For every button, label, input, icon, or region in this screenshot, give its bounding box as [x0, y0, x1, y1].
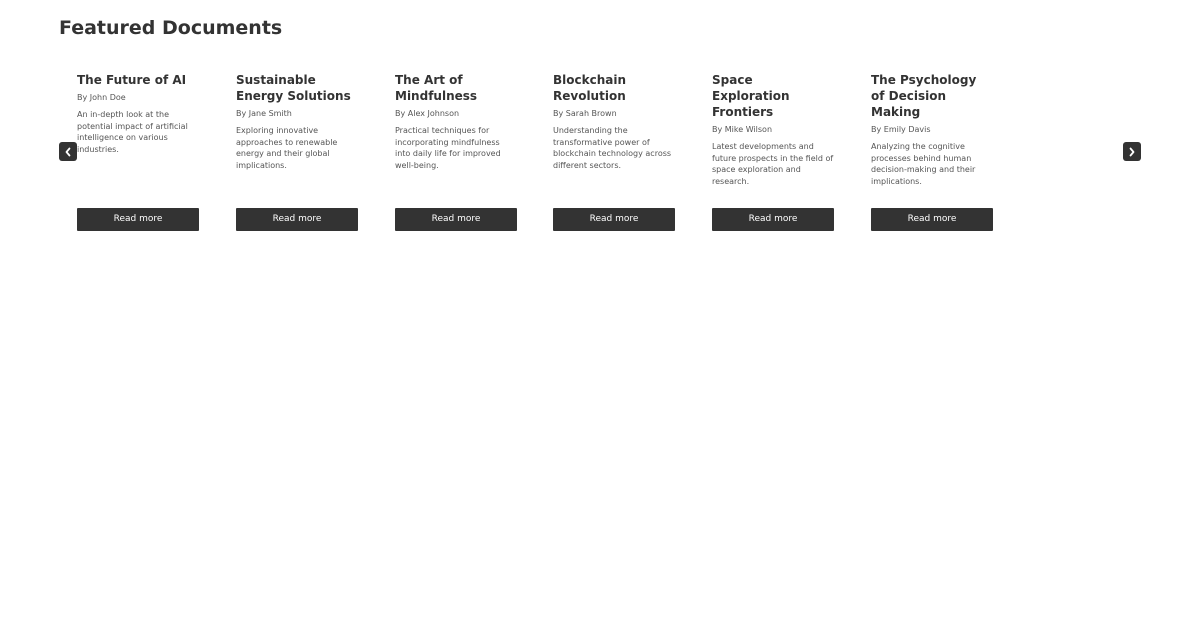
document-author: By Mike Wilson	[712, 125, 773, 134]
document-author: By Alex Johnson	[395, 109, 460, 118]
document-title: The Art of Mindfulness	[395, 73, 478, 103]
read-more-button[interactable]: Read more	[871, 208, 993, 231]
document-author: By Sarah Brown	[553, 109, 617, 118]
document-title: The Future of AI	[77, 73, 187, 87]
carousel-prev-button[interactable]	[59, 142, 77, 161]
read-more-button[interactable]: Read more	[77, 208, 199, 231]
document-author: By Emily Davis	[871, 125, 931, 134]
document-description: Exploring innovative approaches to renewable energy and their global implications.	[236, 126, 338, 170]
document-title: Blockchain Revolution	[553, 73, 627, 103]
read-more-button[interactable]: Read more	[395, 208, 517, 231]
document-author: By Jane Smith	[236, 109, 292, 118]
document-card	[871, 72, 993, 232]
document-card	[553, 72, 675, 232]
document-description: Understanding the transformative power of blockchain technology across different sectors.	[553, 126, 672, 170]
document-description: Practical techniques for incorporating mindfulness into daily life for improved well-being.	[395, 126, 501, 170]
carousel-track	[77, 72, 1123, 242]
document-description: Latest developments and future prospects in the field of space exploration and research.	[712, 142, 834, 186]
document-card	[712, 72, 834, 232]
document-card	[77, 72, 199, 232]
document-title: The Psychology of Decision Making	[871, 73, 977, 119]
document-card	[236, 72, 358, 232]
section-title: Featured Documents	[59, 17, 283, 39]
chevron-left-icon	[64, 147, 72, 157]
document-card	[395, 72, 517, 232]
read-more-button[interactable]: Read more	[553, 208, 675, 231]
document-author: By John Doe	[77, 93, 126, 102]
carousel-next-button[interactable]	[1123, 142, 1141, 161]
read-more-button[interactable]: Read more	[236, 208, 358, 231]
document-title: Sustainable Energy Solutions	[236, 73, 351, 103]
document-description: Analyzing the cognitive processes behind human decision-making and their implications.	[871, 142, 976, 186]
read-more-button[interactable]: Read more	[712, 208, 834, 231]
chevron-right-icon	[1128, 147, 1136, 157]
document-title: Space Exploration Frontiers	[712, 73, 790, 119]
document-description: An in-depth look at the potential impact of artificial intelligence on various industries.	[77, 110, 188, 154]
